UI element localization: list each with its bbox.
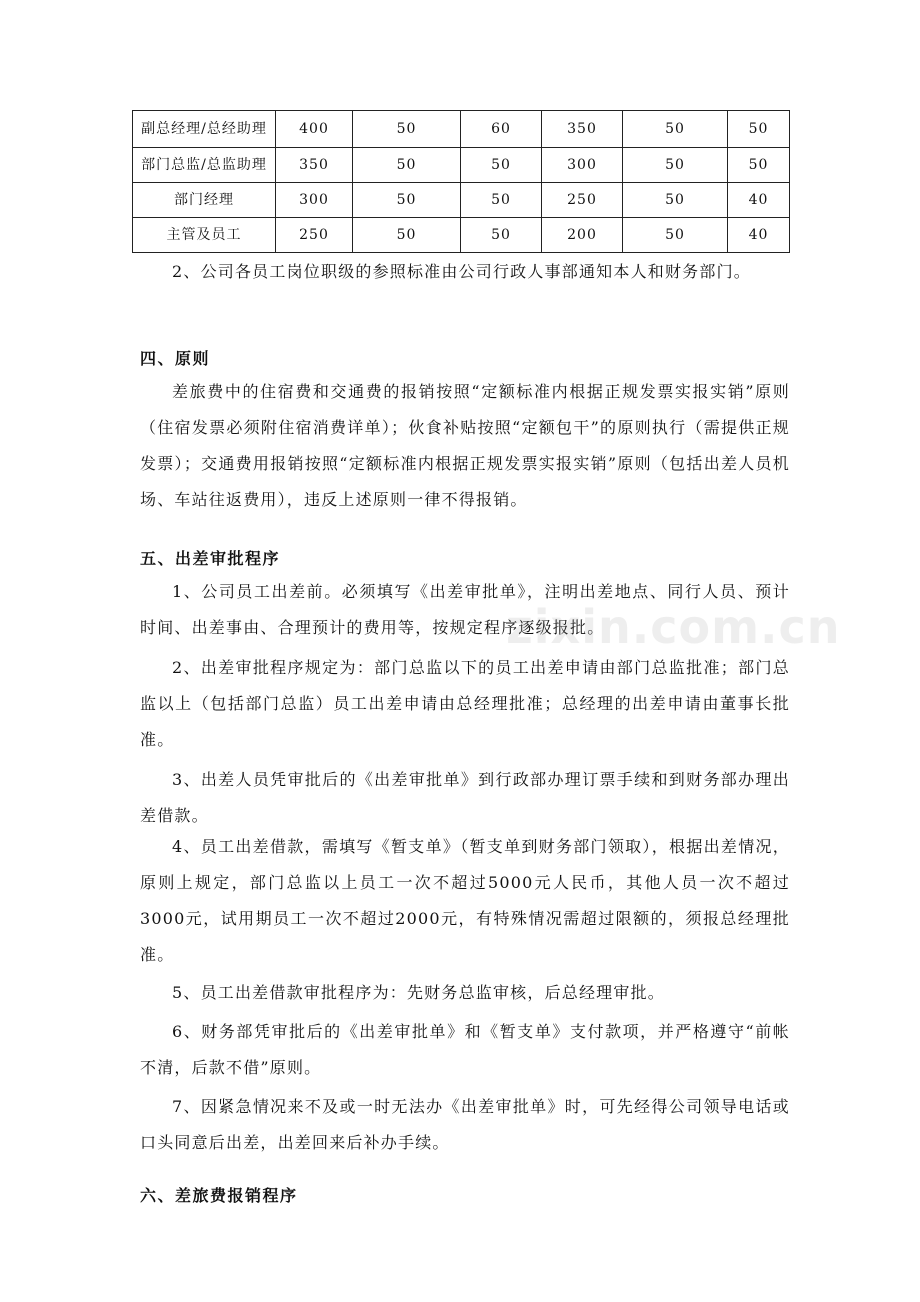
table-cell-level: 部门经理 — [133, 183, 276, 218]
table-cell: 50 — [623, 183, 728, 218]
table-cell: 50 — [461, 148, 542, 183]
table-cell-level: 主管及员工 — [133, 218, 276, 253]
table-row — [133, 183, 790, 218]
table-row — [133, 111, 790, 148]
approval-item: 5、员工出差借款审批程序为：先财务总监审核，后总经理审批。 — [172, 983, 665, 1002]
table-cell: 200 — [542, 218, 623, 253]
table-cell: 50 — [461, 218, 542, 253]
table-cell: 50 — [728, 111, 790, 148]
table-cell: 50 — [623, 111, 728, 148]
table-cell: 300 — [276, 183, 353, 218]
note-paragraph: 2、公司各员工岗位职级的参照标准由公司行政人事部通知本人和财务部门。 — [172, 262, 751, 281]
allowance-standard-table — [132, 110, 790, 253]
approval-item: 3、出差人员凭审批后的《出差审批单》到行政部办理订票手续和到财务部办理出差借款。 — [140, 770, 790, 825]
table-cell: 50 — [353, 111, 461, 148]
table-cell: 300 — [542, 148, 623, 183]
table-cell: 50 — [623, 218, 728, 253]
watermark: zixin.com.cn — [506, 600, 841, 654]
approval-item: 1、公司员工出差前。必须填写《出差审批单》，注明出差地点、同行人员、预计时间、出差事由、合理预计的费用等，按规定程序逐级报批。 — [140, 582, 790, 637]
table-row — [133, 218, 790, 253]
table-cell: 250 — [542, 183, 623, 218]
table-cell: 50 — [353, 148, 461, 183]
table-cell: 40 — [728, 183, 790, 218]
table-row — [133, 148, 790, 183]
table-cell: 60 — [461, 111, 542, 148]
table-cell: 50 — [728, 148, 790, 183]
table-cell: 50 — [461, 183, 542, 218]
table-cell-level: 部门总监/总监助理 — [133, 148, 276, 183]
approval-item: 7、因紧急情况来不及或一时无法办《出差审批单》时，可先经得公司领导电话或口头同意后出差，出差回来后补办手续。 — [140, 1097, 790, 1152]
approval-item: 4、员工出差借款，需填写《暂支单》（暂支单到财务部门领取），根据出差情况，原则上规定，部门总监以上员工一次不超过5000元人民币，其他人员一次不超过3000元，试用期员工一次不超过2000元，有特殊情况需超过限额的，须报总经理批准。 — [140, 837, 790, 964]
table-cell: 50 — [353, 218, 461, 253]
approval-item: 2、出差审批程序规定为：部门总监以下的员工出差申请由部门总监批准；部门总监以上（包括部门总监）员工出差申请由总经理批准；总经理的出差申请由董事长批准。 — [140, 658, 790, 749]
table-cell: 350 — [276, 148, 353, 183]
table-cell: 50 — [353, 183, 461, 218]
table-cell: 40 — [728, 218, 790, 253]
section-heading-reimbursement: 六、差旅费报销程序 — [140, 1186, 298, 1205]
principles-paragraph: 差旅费中的住宿费和交通费的报销按照“定额标准内根据正规发票实报实销”原则（住宿发票必须附住宿消费详单）；伙食补贴按照“定额包干”的原则执行（需提供正规发票）；交通费用报销按照“定额标准内根据正规发票实报实销”原则（包括出差人员机场、车站往返费用），违反上述原则一律不得报销。 — [140, 382, 790, 509]
table-cell: 350 — [542, 111, 623, 148]
approval-item: 6、财务部凭审批后的《出差审批单》和《暂支单》支付款项，并严格遵守“前帐不清，后款不借”原则。 — [140, 1022, 790, 1077]
section-heading-principles: 四、原则 — [140, 349, 211, 368]
table-cell: 250 — [276, 218, 353, 253]
table-cell: 50 — [623, 148, 728, 183]
table-cell: 400 — [276, 111, 353, 148]
section-heading-approval: 五、出差审批程序 — [140, 549, 281, 568]
table-cell-level: 副总经理/总经助理 — [133, 111, 276, 148]
